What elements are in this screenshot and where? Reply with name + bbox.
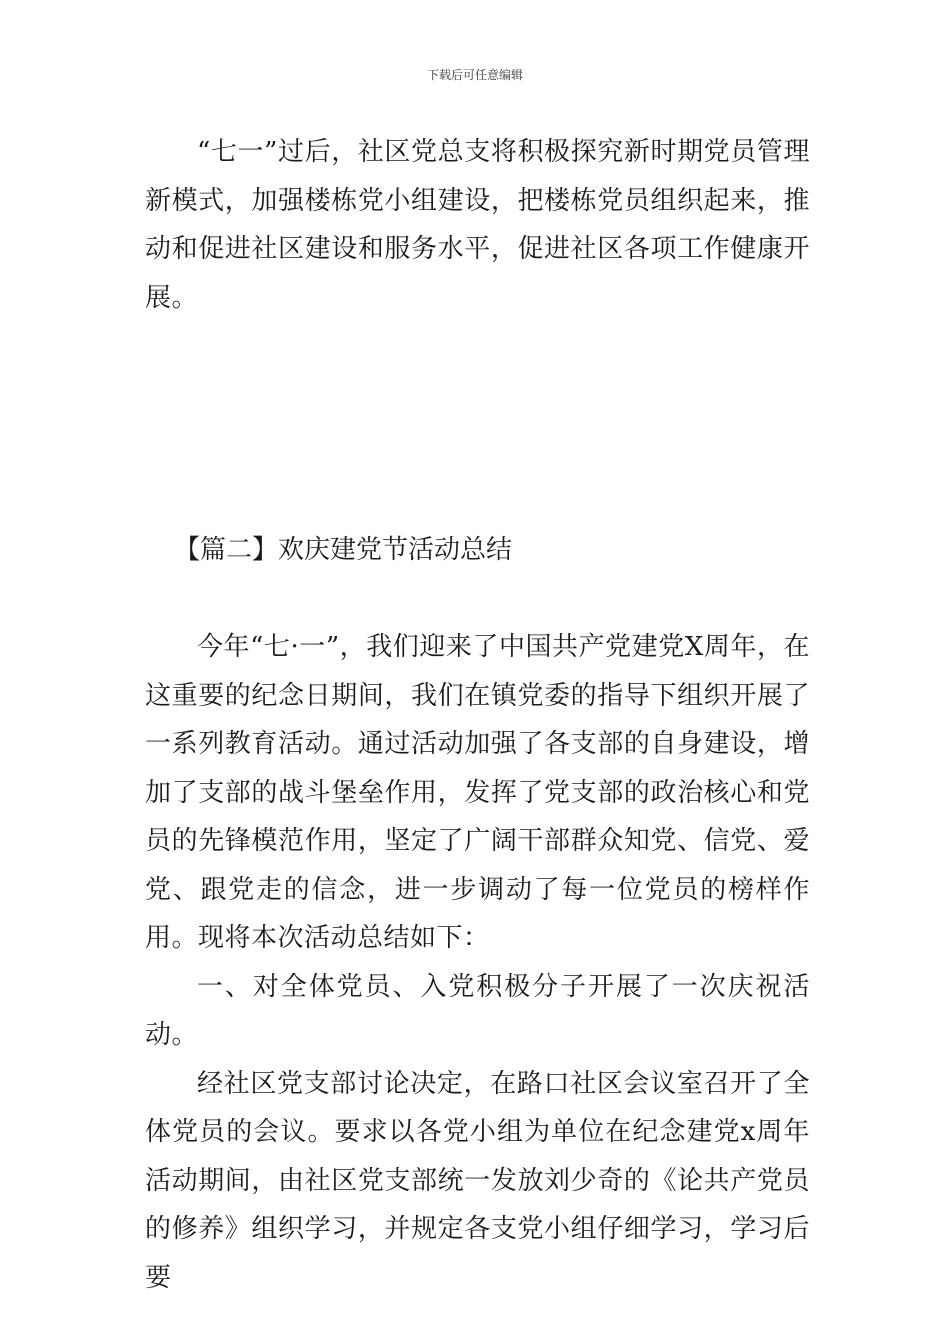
section2-heading: 【篇二】欢庆建党节活动总结 <box>174 535 513 565</box>
section2-paragraph-3: 经社区党支部讨论决定，在路口社区会议室召开了全体党员的会议。要求以各党小组为单位在纪念建党x周年活动期间，由社区党支部统一发放刘少奇的《论共产党员的修养》组织学习，并规定各支党小组仔细学习，学习后要 <box>145 1068 810 1293</box>
section2-paragraph-1: 今年“七·一”，我们迎来了中国共产党建党X周年，在这重要的纪念日期间，我们在镇党委的指导下组织开展了一系列教育活动。通过活动加强了各支部的自身建设，增加了支部的战斗堡垒作用，发挥了党支部的政治核心和党员的先锋模范作用，坚定了广阔干部群众知党、信党、爱党、跟党走的信念，进一步调动了每一位党员的榜样作用。现将本次活动总结如下： <box>145 632 810 953</box>
section2-paragraph-2: 一、对全体党员、入党积极分子开展了一次庆祝活动。 <box>145 971 810 1050</box>
section2-body <box>145 623 810 1302</box>
section1-body <box>145 128 810 322</box>
section1-paragraph: “七一”过后，社区党总支将积极探究新时期党员管理新模式，加强楼栋党小组建设，把楼栋党员组织起来，推动和促进社区建设和服务水平，促进社区各项工作健康开展。 <box>145 137 810 313</box>
page-header-note: 下载后可任意编辑 <box>426 68 523 82</box>
